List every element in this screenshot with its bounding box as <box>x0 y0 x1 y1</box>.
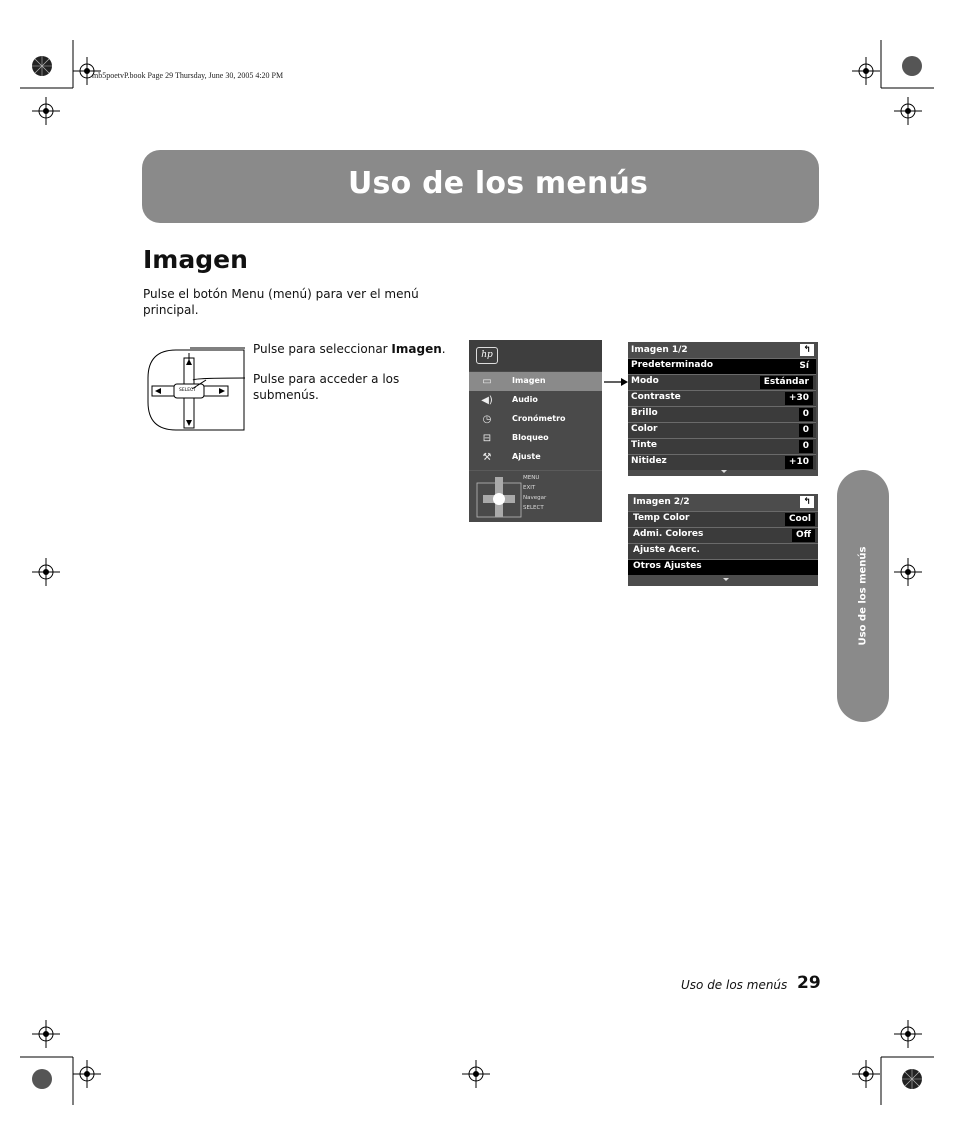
row-value: +10 <box>785 456 813 469</box>
row-value: 0 <box>799 440 813 453</box>
callout-lines <box>185 340 255 390</box>
submenu-row-color[interactable] <box>628 422 816 438</box>
submenu-row-predeterminado[interactable] <box>628 358 816 374</box>
section-heading: Imagen <box>143 245 248 274</box>
submenu-1-title: Imagen 1/2 <box>631 345 688 355</box>
submenu-row-modo[interactable] <box>628 374 816 390</box>
menu-item-label: Audio <box>512 395 538 404</box>
hp-logo-icon: hp <box>476 347 498 364</box>
submenu-row-brillo[interactable] <box>628 406 816 422</box>
help-select-label: SELECT <box>523 505 544 511</box>
scroll-down-icon[interactable] <box>721 470 727 473</box>
row-label: Otros Ajustes <box>633 561 702 571</box>
submenu-row-temp-color[interactable] <box>628 511 818 527</box>
row-value: +30 <box>785 392 813 405</box>
submenu-row-otros-ajustes[interactable] <box>628 559 818 575</box>
callout-select-suffix: . <box>441 342 446 356</box>
row-label: Nitidez <box>631 456 667 466</box>
wrench-icon: ⚒ <box>482 452 492 463</box>
row-label: Brillo <box>631 408 658 418</box>
mini-dpad-icon <box>475 475 523 519</box>
menu-item-label: Bloqueo <box>512 433 549 442</box>
side-tab-label: Uso de los menús <box>857 546 869 646</box>
page-number: 29 <box>797 973 821 993</box>
osd-help-panel <box>469 470 602 522</box>
menu-item-audio[interactable] <box>469 391 602 410</box>
submenu-row-ajuste-acerc[interactable] <box>628 543 818 559</box>
footer-section-label: Uso de los menús <box>681 978 788 992</box>
row-label: Predeterminado <box>631 360 714 370</box>
row-value: 0 <box>799 424 813 437</box>
scroll-down-icon[interactable] <box>723 578 729 581</box>
submenu-row-tinte[interactable] <box>628 438 816 454</box>
osd-main-menu <box>469 340 602 521</box>
back-arrow-icon[interactable]: ↰ <box>800 496 814 508</box>
help-exit-label: EXIT <box>523 485 536 491</box>
submenu-imagen-2 <box>628 494 818 586</box>
callout-select <box>253 341 446 357</box>
lock-icon: ⊟ <box>482 433 492 444</box>
chapter-title: Uso de los menús <box>348 166 649 201</box>
menu-item-imagen[interactable] <box>469 372 602 391</box>
print-header: mb5poetvP.book Page 29 Thursday, June 30, 2005 4:20 PM <box>92 71 284 80</box>
back-arrow-icon[interactable]: ↰ <box>800 344 814 356</box>
row-label: Ajuste Acerc. <box>633 545 700 555</box>
select-button-label: SELECT <box>179 388 196 393</box>
row-value: Off <box>792 529 815 542</box>
picture-icon: ▭ <box>482 376 492 387</box>
row-value: 0 <box>799 408 813 421</box>
row-value: Sí <box>795 360 813 373</box>
row-label: Contraste <box>631 392 681 402</box>
submenu-2-title: Imagen 2/2 <box>633 497 690 507</box>
menu-item-bloqueo[interactable] <box>469 429 602 448</box>
row-label: Temp Color <box>633 513 690 523</box>
row-label: Modo <box>631 376 659 386</box>
help-menu-label: MENU <box>523 475 540 481</box>
menu-item-label: Imagen <box>512 376 546 385</box>
speaker-icon: ◀) <box>481 395 493 406</box>
submenu-row-admi-colores[interactable] <box>628 527 818 543</box>
chapter-title-banner <box>142 150 819 223</box>
callout-select-bold: Imagen <box>391 342 442 356</box>
callout-select-text: Pulse para seleccionar <box>253 342 392 356</box>
row-label: Color <box>631 424 658 434</box>
submenu-row-nitidez[interactable] <box>628 454 816 470</box>
row-value: Estándar <box>760 376 813 389</box>
menu-item-label: Cronómetro <box>512 414 566 423</box>
intro-text: Pulse el botón Menu (menú) para ver el menú principal. <box>143 287 419 317</box>
row-label: Tinte <box>631 440 658 450</box>
menu-item-cronometro[interactable] <box>469 410 602 429</box>
submenu-row-contraste[interactable] <box>628 390 816 406</box>
callout-enter: Pulse para acceder a los submenús. <box>253 372 400 402</box>
row-label: Admi. Colores <box>633 529 704 539</box>
osd-logo-strip <box>469 340 602 371</box>
menu-item-label: Ajuste <box>512 452 541 461</box>
help-navigate-label: Navegar <box>523 495 547 501</box>
menu-item-ajuste[interactable] <box>469 448 602 467</box>
row-value: Cool <box>785 513 815 526</box>
arrow-to-submenu <box>602 376 630 388</box>
submenu-imagen-1 <box>628 342 818 476</box>
chapter-side-tab <box>837 470 889 722</box>
timer-icon: ◷ <box>482 414 492 425</box>
